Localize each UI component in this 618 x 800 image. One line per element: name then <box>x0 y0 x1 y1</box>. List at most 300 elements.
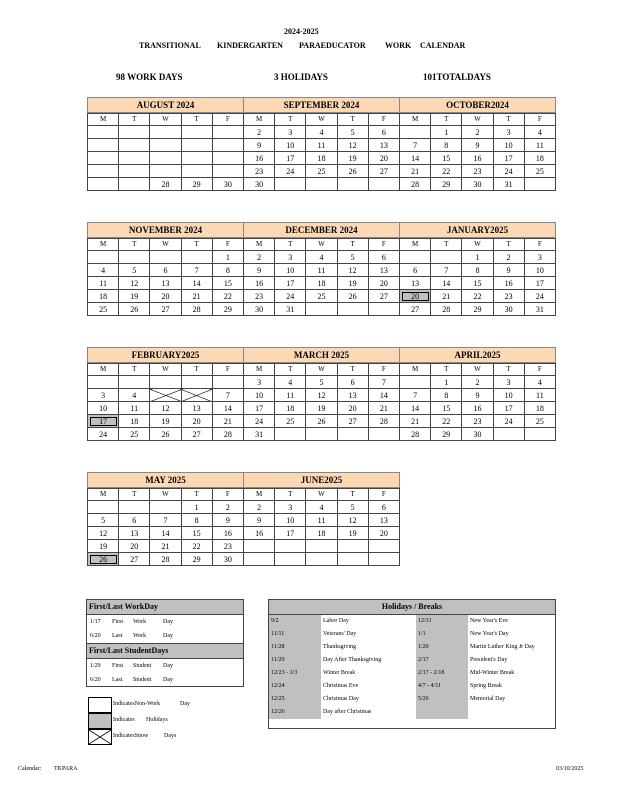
day-cell: 15 <box>462 277 493 290</box>
day-cell: 24 <box>244 415 275 428</box>
day-cell: 10 <box>524 264 555 277</box>
day-cell <box>88 139 119 152</box>
weekday-header: W <box>462 364 493 376</box>
weekday-header: T <box>119 489 150 501</box>
month-calendar <box>399 222 556 316</box>
day-cell: 29 <box>181 178 212 191</box>
holiday-date: 2/17 - 2/18 <box>416 667 468 680</box>
holiday-date: 11/11 <box>269 628 321 641</box>
workday-cell: Student <box>133 663 152 669</box>
day-cell <box>400 251 431 264</box>
day-cell: 12 <box>337 264 368 277</box>
day-cell <box>150 126 181 139</box>
holiday-name: New Year's Eve <box>470 618 508 624</box>
day-cell: 26 <box>88 553 119 566</box>
day-cell: 13 <box>368 514 399 527</box>
day-cell <box>400 376 431 389</box>
day-cell <box>119 126 150 139</box>
day-cell: 23 <box>244 290 275 303</box>
day-cell: 6 <box>368 126 399 139</box>
title-word-kindergarten: KINDERGARTEN <box>217 41 283 50</box>
day-cell: 28 <box>431 303 462 316</box>
holiday-row <box>269 654 563 667</box>
day-cell: 9 <box>462 139 493 152</box>
holiday-row <box>269 693 563 706</box>
weekday-header: T <box>119 114 150 126</box>
day-cell: 17 <box>275 527 306 540</box>
weekday-header: M <box>244 489 275 501</box>
day-cell: 30 <box>462 178 493 191</box>
day-cell <box>275 540 306 553</box>
holiday-date: 11/29 <box>269 654 321 667</box>
day-cell: 25 <box>306 165 337 178</box>
month-title: AUGUST 2024 <box>87 97 244 113</box>
holiday-date: 12/31 <box>416 615 468 628</box>
holiday-date: 12/25 <box>269 693 321 706</box>
holiday-date <box>416 706 468 719</box>
day-cell <box>337 303 368 316</box>
month-title: APRIL2025 <box>399 347 556 363</box>
day-cell <box>306 540 337 553</box>
day-cell: 20 <box>181 415 212 428</box>
day-cell: 28 <box>400 428 431 441</box>
day-cell: 1 <box>431 376 462 389</box>
day-cell: 6 <box>400 264 431 277</box>
holidays-table <box>269 615 563 719</box>
day-cell: 11 <box>306 139 337 152</box>
day-cell <box>212 376 243 389</box>
day-cell <box>181 251 212 264</box>
workday-cell: Work <box>133 633 147 639</box>
day-cell: 14 <box>368 389 399 402</box>
weekday-header: M <box>88 239 119 251</box>
day-cell: 6 <box>368 251 399 264</box>
day-cell: 24 <box>88 428 119 441</box>
holiday-date: 2/17 <box>416 654 468 667</box>
month-title: JANUARY2025 <box>399 222 556 238</box>
month-calendar <box>243 222 400 316</box>
holiday-date: 12/24 <box>269 680 321 693</box>
day-cell: 11 <box>119 402 150 415</box>
workday-cell: Day <box>163 677 173 683</box>
day-cell: 9 <box>212 514 243 527</box>
weekday-header: F <box>524 239 555 251</box>
day-cell: 19 <box>337 527 368 540</box>
month-title: DECEMBER 2024 <box>243 222 400 238</box>
weekday-header: T <box>493 364 524 376</box>
day-cell <box>306 553 337 566</box>
day-cell: 21 <box>150 540 181 553</box>
month-calendar <box>87 347 244 441</box>
day-cell <box>368 540 399 553</box>
day-cell: 25 <box>275 415 306 428</box>
day-cell: 17 <box>275 152 306 165</box>
day-cell: 5 <box>337 126 368 139</box>
weekday-header: T <box>337 114 368 126</box>
day-cell <box>119 178 150 191</box>
footer-calendar-code: TKPARA <box>54 766 78 772</box>
day-cell: 26 <box>337 290 368 303</box>
day-cell: 25 <box>88 303 119 316</box>
weekday-header: F <box>524 114 555 126</box>
day-cell: 14 <box>212 402 243 415</box>
day-cell: 25 <box>524 165 555 178</box>
day-cell <box>119 376 150 389</box>
holiday-name: Labor Day <box>323 618 349 624</box>
day-cell: 20 <box>368 152 399 165</box>
day-cell: 30 <box>462 428 493 441</box>
day-cell: 1 <box>462 251 493 264</box>
month-calendar <box>87 97 244 191</box>
day-cell <box>275 428 306 441</box>
weekday-header: T <box>275 489 306 501</box>
weekday-header: M <box>88 114 119 126</box>
weekday-header: M <box>400 364 431 376</box>
day-cell: 18 <box>119 415 150 428</box>
day-cell: 21 <box>181 290 212 303</box>
day-cell <box>400 126 431 139</box>
day-cell: 4 <box>306 126 337 139</box>
month-title: MAY 2025 <box>87 472 244 488</box>
day-cell <box>337 553 368 566</box>
day-cell: 24 <box>524 290 555 303</box>
day-cell: 8 <box>212 264 243 277</box>
day-cell: 16 <box>212 527 243 540</box>
day-cell: 3 <box>275 126 306 139</box>
weekday-header: F <box>212 114 243 126</box>
day-cell <box>150 376 181 389</box>
day-cell: 21 <box>400 415 431 428</box>
holiday-date: 9/2 <box>269 615 321 628</box>
day-cell: 19 <box>337 152 368 165</box>
day-cell: 4 <box>275 376 306 389</box>
day-cell: 15 <box>212 277 243 290</box>
workday-row <box>87 659 243 673</box>
day-cell <box>337 428 368 441</box>
day-cell: 7 <box>212 389 243 402</box>
weekday-header: T <box>493 114 524 126</box>
day-cell: 30 <box>212 553 243 566</box>
day-cell: 3 <box>524 251 555 264</box>
day-cell: 14 <box>150 527 181 540</box>
day-cell <box>88 251 119 264</box>
day-cell: 6 <box>119 514 150 527</box>
day-cell: 24 <box>275 165 306 178</box>
day-cell: 28 <box>368 415 399 428</box>
day-cell: 18 <box>306 277 337 290</box>
day-cell <box>150 389 181 402</box>
day-cell <box>181 152 212 165</box>
workday-box <box>86 599 244 687</box>
holiday-name: Winter Break <box>323 670 356 676</box>
day-cell: 22 <box>181 540 212 553</box>
day-cell: 22 <box>212 290 243 303</box>
title-word-transitional: TRANSITIONAL <box>139 41 201 50</box>
month-calendar <box>243 472 400 566</box>
day-cell <box>88 152 119 165</box>
month-title: JUNE2025 <box>243 472 400 488</box>
day-cell: 15 <box>431 402 462 415</box>
workday-cell: 6/20 <box>90 677 101 683</box>
weekday-header: F <box>212 364 243 376</box>
weekday-header: T <box>181 489 212 501</box>
day-cell <box>368 553 399 566</box>
day-cell: 26 <box>306 415 337 428</box>
day-cell <box>88 178 119 191</box>
weekday-header: M <box>244 239 275 251</box>
day-cell: 3 <box>275 501 306 514</box>
day-cell <box>431 251 462 264</box>
day-cell: 18 <box>88 290 119 303</box>
day-cell: 12 <box>88 527 119 540</box>
day-cell: 11 <box>524 139 555 152</box>
footer-calendar-label: Calendar: <box>18 766 42 772</box>
day-cell <box>150 152 181 165</box>
day-cell: 7 <box>368 376 399 389</box>
day-cell: 19 <box>88 540 119 553</box>
weekday-header: M <box>244 114 275 126</box>
day-cell: 12 <box>150 402 181 415</box>
day-cell: 17 <box>244 402 275 415</box>
holiday-name: Christmas Day <box>323 696 359 702</box>
workday-cell: First <box>112 663 124 669</box>
day-cell: 3 <box>88 389 119 402</box>
day-cell: 25 <box>306 290 337 303</box>
day-cell: 13 <box>150 277 181 290</box>
day-cell <box>212 126 243 139</box>
legend-snow-label: IndicatesSnow <box>113 733 149 739</box>
day-cell: 4 <box>88 264 119 277</box>
day-cell: 19 <box>306 402 337 415</box>
holiday-row <box>269 628 563 641</box>
month-calendar <box>399 347 556 441</box>
day-cell: 29 <box>462 303 493 316</box>
day-cell <box>524 428 555 441</box>
day-cell: 30 <box>212 178 243 191</box>
workday-cell: First <box>112 619 124 625</box>
weekday-header: W <box>306 239 337 251</box>
workday-cell: Day <box>163 663 173 669</box>
day-cell: 7 <box>150 514 181 527</box>
day-cell <box>150 501 181 514</box>
holiday-date: 12/23 - 1/3 <box>269 667 321 680</box>
month-title: MARCH 2025 <box>243 347 400 363</box>
month-calendar <box>87 472 244 566</box>
workday-cell: Day <box>163 619 173 625</box>
weekday-header: W <box>150 489 181 501</box>
day-cell: 28 <box>212 428 243 441</box>
day-cell: 28 <box>400 178 431 191</box>
day-cell <box>119 165 150 178</box>
day-cell: 15 <box>431 152 462 165</box>
day-cell: 20 <box>150 290 181 303</box>
holiday-name <box>468 706 563 719</box>
day-cell: 6 <box>337 376 368 389</box>
day-cell: 25 <box>119 428 150 441</box>
holiday-date: 4/7 - 4/11 <box>416 680 468 693</box>
day-cell: 26 <box>119 303 150 316</box>
day-cell: 26 <box>150 428 181 441</box>
workday-cell: 1/17 <box>90 619 101 625</box>
day-cell: 2 <box>212 501 243 514</box>
holiday-name: Day after Christmas <box>323 709 372 715</box>
day-cell <box>244 540 275 553</box>
month-calendar <box>243 347 400 441</box>
day-cell: 30 <box>244 303 275 316</box>
day-cell: 13 <box>181 402 212 415</box>
day-cell: 10 <box>275 264 306 277</box>
holiday-row <box>269 680 563 693</box>
day-cell: 29 <box>181 553 212 566</box>
weekday-header: F <box>368 239 399 251</box>
day-cell <box>119 251 150 264</box>
day-cell <box>337 178 368 191</box>
month-title: FEBRUARY2025 <box>87 347 244 363</box>
day-cell: 9 <box>493 264 524 277</box>
weekday-header: M <box>88 489 119 501</box>
day-cell: 2 <box>462 126 493 139</box>
day-cell <box>337 540 368 553</box>
day-cell: 18 <box>306 527 337 540</box>
day-cell <box>88 126 119 139</box>
day-cell: 6 <box>368 501 399 514</box>
holiday-name: New Year's Day <box>470 631 509 637</box>
weekday-header: W <box>306 364 337 376</box>
work-days-count: 98 WORK DAYS <box>116 72 183 82</box>
day-cell: 18 <box>306 152 337 165</box>
weekday-header: W <box>306 114 337 126</box>
day-cell <box>119 501 150 514</box>
legend-snow-days: Days <box>164 733 177 739</box>
weekday-header: T <box>337 239 368 251</box>
weekday-header: M <box>244 364 275 376</box>
weekday-header: T <box>275 114 306 126</box>
day-cell: 22 <box>431 165 462 178</box>
weekday-header: M <box>400 114 431 126</box>
day-cell: 23 <box>244 165 275 178</box>
day-cell: 21 <box>431 290 462 303</box>
day-cell: 5 <box>88 514 119 527</box>
holiday-row <box>269 641 563 654</box>
day-cell <box>88 501 119 514</box>
day-cell: 25 <box>524 415 555 428</box>
weekday-header: T <box>181 364 212 376</box>
legend-holiday-label: Indicates <box>113 717 135 723</box>
day-cell <box>150 165 181 178</box>
day-cell: 10 <box>88 402 119 415</box>
day-cell: 12 <box>337 139 368 152</box>
day-cell: 27 <box>337 415 368 428</box>
day-cell: 18 <box>275 402 306 415</box>
day-cell: 27 <box>400 303 431 316</box>
legend-holiday-swatch <box>88 713 112 729</box>
holiday-name: Veterans' Day <box>323 631 357 637</box>
weekday-header: F <box>368 364 399 376</box>
holiday-name: President's Day <box>470 657 508 663</box>
weekday-header: F <box>524 364 555 376</box>
title-word-work: WORK <box>385 41 412 50</box>
day-cell: 17 <box>275 277 306 290</box>
day-cell: 16 <box>462 402 493 415</box>
day-cell: 2 <box>462 376 493 389</box>
day-cell: 4 <box>524 126 555 139</box>
day-cell: 2 <box>244 126 275 139</box>
day-cell: 20 <box>400 290 431 303</box>
weekday-header: T <box>275 364 306 376</box>
day-cell <box>275 553 306 566</box>
day-cell: 24 <box>493 415 524 428</box>
weekday-header: T <box>119 239 150 251</box>
workday-row <box>87 673 243 687</box>
title-word-paraeducator: PARAEDUCATOR <box>299 41 366 50</box>
holidays-box <box>268 599 556 729</box>
day-cell: 8 <box>181 514 212 527</box>
day-cell: 3 <box>493 126 524 139</box>
month-calendar <box>87 222 244 316</box>
day-cell: 16 <box>493 277 524 290</box>
day-cell: 9 <box>244 514 275 527</box>
day-cell: 28 <box>150 178 181 191</box>
day-cell: 12 <box>337 514 368 527</box>
day-cell: 22 <box>462 290 493 303</box>
day-cell: 27 <box>368 165 399 178</box>
day-cell: 16 <box>244 152 275 165</box>
day-cell: 29 <box>431 428 462 441</box>
holiday-row <box>269 706 563 719</box>
weekday-header: T <box>181 114 212 126</box>
day-cell: 5 <box>119 264 150 277</box>
weekday-header: T <box>337 364 368 376</box>
holiday-date: 12/26 <box>269 706 321 719</box>
day-cell: 19 <box>119 290 150 303</box>
holiday-date: 11/28 <box>269 641 321 654</box>
studentday-title: First/Last StudentDays <box>87 643 243 659</box>
day-cell: 2 <box>244 251 275 264</box>
day-cell <box>181 389 212 402</box>
weekday-header: F <box>212 489 243 501</box>
legend-nonwork-label: IndicatesNon-Work <box>113 701 161 707</box>
day-cell: 16 <box>462 152 493 165</box>
holidays-count: 3 HOLIDAYS <box>274 72 328 82</box>
day-cell <box>150 139 181 152</box>
day-cell: 6 <box>150 264 181 277</box>
day-cell: 27 <box>368 290 399 303</box>
day-cell: 7 <box>400 139 431 152</box>
workday-cell: Work <box>133 619 147 625</box>
day-cell: 7 <box>400 389 431 402</box>
day-cell: 24 <box>275 290 306 303</box>
day-cell <box>306 428 337 441</box>
legend-holiday-word: Holidays <box>146 717 168 723</box>
legend-snow-swatch <box>88 729 112 745</box>
day-cell: 2 <box>244 501 275 514</box>
weekday-header: W <box>150 364 181 376</box>
day-cell: 31 <box>493 178 524 191</box>
day-cell <box>212 139 243 152</box>
day-cell <box>181 376 212 389</box>
day-cell: 23 <box>462 415 493 428</box>
legend-nonwork-swatch <box>88 697 112 713</box>
day-cell <box>275 178 306 191</box>
day-cell <box>181 126 212 139</box>
day-cell: 13 <box>119 527 150 540</box>
day-cell <box>88 165 119 178</box>
weekday-header: T <box>493 239 524 251</box>
day-cell: 18 <box>524 152 555 165</box>
day-cell: 4 <box>119 389 150 402</box>
day-cell: 9 <box>244 139 275 152</box>
day-cell: 9 <box>462 389 493 402</box>
